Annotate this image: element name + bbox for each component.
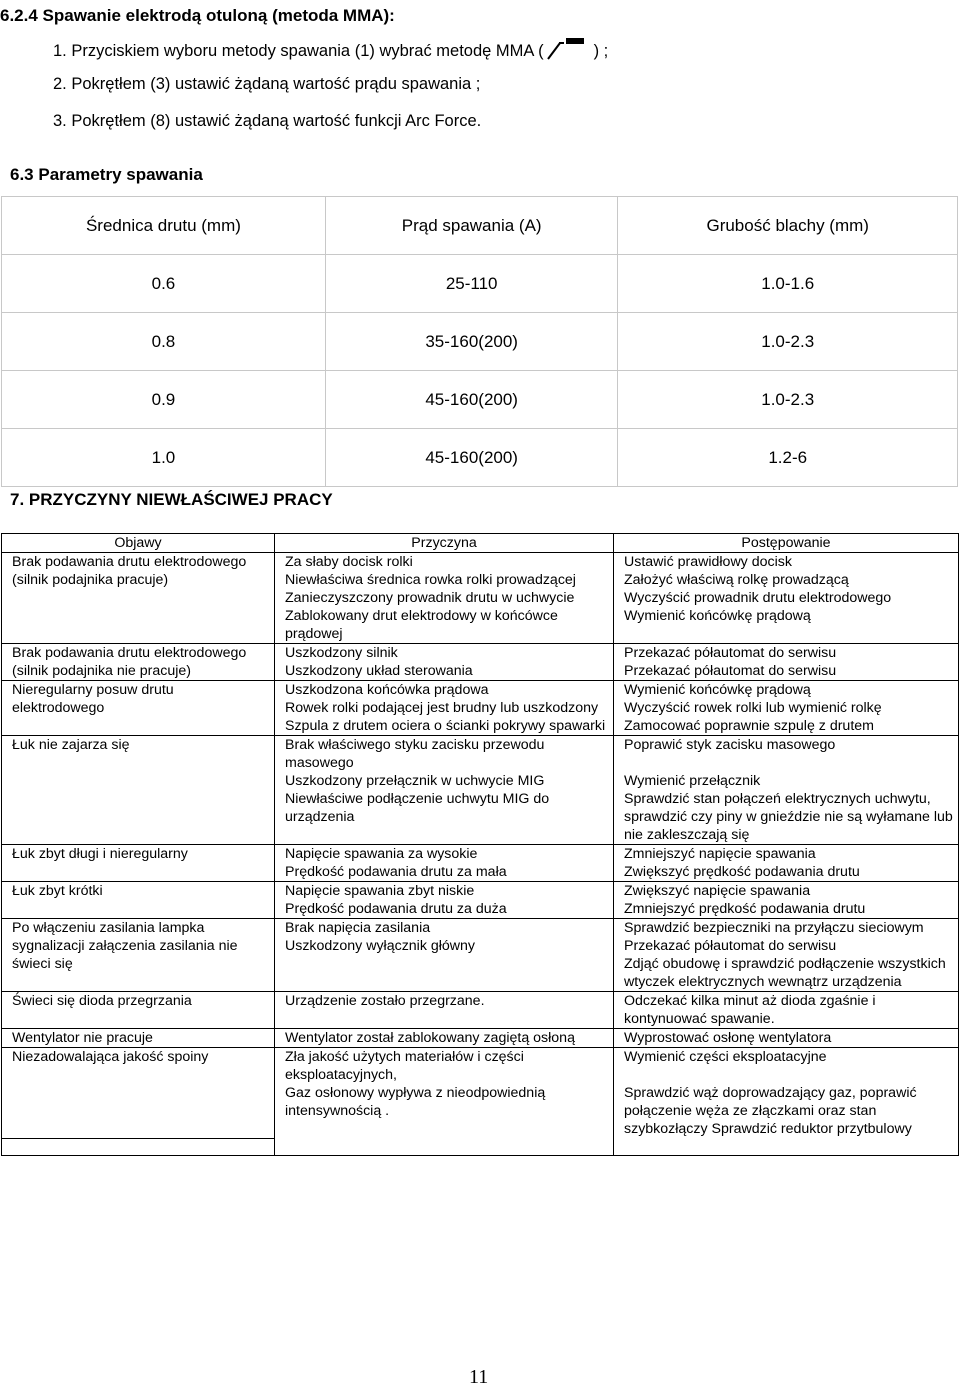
action-cell: Przekazać półautomat do serwisu: [614, 937, 959, 955]
action-cell: Przekazać półautomat do serwisu: [614, 662, 959, 681]
step-1: [53, 38, 608, 61]
params-cell: 1.0-2.3: [618, 371, 958, 429]
action-cell: Sprawdzić bezpieczniki na przyłączu sieciowym: [614, 919, 959, 938]
troubleshooting-table: [1, 533, 959, 1156]
action-cell: Wymienić przełącznik: [614, 772, 959, 790]
cause-cell: Urządzenie zostało przegrzane.: [275, 992, 614, 1029]
params-row: [2, 371, 958, 429]
cause-cell: Prędkość podawania drutu za mała: [275, 863, 614, 882]
params-title: 6.3 Parametry spawania: [10, 165, 203, 184]
action-cell: Poprawić styk zacisku masowego: [614, 736, 959, 773]
symptom-cell: Łuk zbyt długi i nieregularny: [2, 845, 275, 882]
cause-cell: Niewłaściwa średnica rowka rolki prowadzącej: [275, 571, 614, 589]
params-cell: 1.0: [2, 429, 326, 487]
action-cell: Wymienić części eksploatacyjne: [614, 1048, 959, 1085]
params-cell: 1.0-1.6: [618, 255, 958, 313]
cause-cell: Wentylator został zablokowany zagiętą osłoną: [275, 1029, 614, 1048]
action-cell: Zwiększyć prędkość podawania drutu: [614, 863, 959, 882]
symptom-cell: Brak podawania drutu elektrodowego (silnik podajnika nie pracuje): [2, 644, 275, 681]
action-cell: Przekazać półautomat do serwisu: [614, 644, 959, 663]
mma-electrode-icon: [544, 38, 594, 60]
trouble-row: [2, 882, 959, 901]
trouble-row: [2, 553, 959, 572]
params-header-cell: Grubość blachy (mm): [618, 197, 958, 255]
spacer-cell: [2, 1138, 275, 1155]
action-cell: Założyć właściwą rolkę prowadzącą: [614, 571, 959, 589]
params-row: [2, 429, 958, 487]
parameters-table: [1, 196, 958, 487]
symptom-cell: Łuk nie zajarza się: [2, 736, 275, 845]
action-cell: Sprawdzić wąż doprowadzający gaz, poprawić połączenie węża ze złączkami oraz stan szybkozłączy Sprawdzić reduktor przytbulowy: [614, 1084, 959, 1138]
step-1-close: ) ;: [593, 42, 609, 60]
step-3: 3. Pokrętłem (8) ustawić żądaną wartość funkcji Arc Force.: [53, 112, 482, 130]
trouble-row: [2, 992, 959, 1029]
action-cell: Wymienić końcówkę prądową: [614, 607, 959, 644]
header-cause: Przyczyna: [275, 534, 614, 553]
params-header-cell: Średnica drutu (mm): [2, 197, 326, 255]
trouble-row: [2, 919, 959, 938]
cause-cell: Zła jakość użytych materiałów i części eksploatacyjnych,: [275, 1048, 614, 1085]
params-cell: 0.9: [2, 371, 326, 429]
trouble-row: [2, 644, 959, 663]
symptom-cell: Wentylator nie pracuje: [2, 1029, 275, 1048]
cause-cell: Gaz osłonowy wypływa z nieodpowiednią intensywnością .: [275, 1084, 614, 1138]
cause-cell: Napięcie spawania za wysokie: [275, 845, 614, 864]
params-cell: 1.2-6: [618, 429, 958, 487]
params-cell: 35-160(200): [325, 313, 618, 371]
params-row: [2, 255, 958, 313]
cause-cell: Zablokowany drut elektrodowy w końcówce prądowej: [275, 607, 614, 644]
action-cell: Wyczyścić prowadnik drutu elektrodowego: [614, 589, 959, 607]
params-cell: 0.6: [2, 255, 326, 313]
step-1-text: 1. Przyciskiem wyboru metody spawania (1) wybrać metodę MMA (: [53, 42, 544, 60]
symptom-cell: Łuk zbyt krótki: [2, 882, 275, 919]
cause-cell: Prędkość podawania drutu za duża: [275, 900, 614, 919]
cause-cell: Uszkodzona końcówka prądowa: [275, 681, 614, 700]
action-cell: Zmniejszyć napięcie spawania: [614, 845, 959, 864]
trouble-row: [2, 1029, 959, 1048]
params-cell: 1.0-2.3: [618, 313, 958, 371]
symptom-cell: Świeci się dioda przegrzania: [2, 992, 275, 1029]
symptom-cell: Nieregularny posuw drutu elektrodowego: [2, 681, 275, 736]
symptom-cell: Niezadowalająca jakość spoiny: [2, 1048, 275, 1139]
action-cell: Wymienić końcówkę prądową: [614, 681, 959, 700]
cause-cell: Uszkodzony silnik: [275, 644, 614, 663]
trouble-title: 7. PRZYCZYNY NIEWŁAŚCIWEJ PRACY: [10, 490, 333, 509]
action-cell: Odczekać kilka minut aż dioda zgaśnie i kontynuować spawanie.: [614, 992, 959, 1029]
params-header-row: [2, 197, 958, 255]
action-cell: Zdjąć obudowę i sprawdzić podłączenie wszystkich wtyczek elektrycznych wewnątrz urządzenia: [614, 955, 959, 992]
trouble-row: [2, 681, 959, 700]
cause-cell: Uszkodzony wyłącznik główny: [275, 937, 614, 955]
cause-cell: Za słaby docisk rolki: [275, 553, 614, 572]
trouble-header-row: [2, 534, 959, 553]
cause-cell: Brak właściwego styku zacisku przewodu masowego: [275, 736, 614, 773]
spacer-cell: [275, 1138, 614, 1155]
spacer-cell: [614, 1138, 959, 1155]
params-cell: 25-110: [325, 255, 618, 313]
cause-cell: Zanieczyszczony prowadnik drutu w uchwycie: [275, 589, 614, 607]
header-action: Postępowanie: [614, 534, 959, 553]
action-cell: Zwiększyć napięcie spawania: [614, 882, 959, 901]
trouble-row: [2, 1048, 959, 1085]
action-cell: Zamocować poprawnie szpulę z drutem: [614, 717, 959, 736]
params-cell: 45-160(200): [325, 371, 618, 429]
action-cell: Wyczyścić rowek rolki lub wymienić rolkę: [614, 699, 959, 717]
cause-cell: Rowek rolki podającej jest brudny lub uszkodzony: [275, 699, 614, 717]
action-cell: Wyprostować osłonę wentylatora: [614, 1029, 959, 1048]
params-cell: 0.8: [2, 313, 326, 371]
cause-cell: Szpula z drutem ociera o ścianki pokrywy spawarki: [275, 717, 614, 736]
header-symptoms: Objawy: [2, 534, 275, 553]
cause-cell: [275, 955, 614, 992]
cause-cell: Niewłaściwe podłączenie uchwytu MIG do urządzenia: [275, 790, 614, 845]
action-cell: Zmniejszyć prędkość podawania drutu: [614, 900, 959, 919]
step-2: 2. Pokrętłem (3) ustawić żądaną wartość prądu spawania ;: [53, 75, 481, 93]
page-number: 11: [469, 1366, 489, 1388]
action-cell: Sprawdzić stan połączeń elektrycznych uchwytu, sprawdzić czy piny w gnieździe nie są wyłamane lub nie zakleszczają się: [614, 790, 959, 845]
trouble-row: [2, 736, 959, 773]
action-cell: Ustawić prawidłowy docisk: [614, 553, 959, 572]
trouble-row: [2, 845, 959, 864]
params-header-cell: Prąd spawania (A): [325, 197, 618, 255]
cause-cell: Brak napięcia zasilania: [275, 919, 614, 938]
trouble-body: [2, 553, 959, 1156]
params-row: [2, 313, 958, 371]
params-cell: 45-160(200): [325, 429, 618, 487]
table-bottom-spacer: [2, 1138, 959, 1155]
cause-cell: Napięcie spawania zbyt niskie: [275, 882, 614, 901]
symptom-cell: Po włączeniu zasilania lampka sygnalizacji załączenia zasilania nie świeci się: [2, 919, 275, 992]
section-title: 6.2.4 Spawanie elektrodą otuloną (metoda MMA):: [0, 6, 395, 25]
cause-cell: Uszkodzony przełącznik w uchwycie MIG: [275, 772, 614, 790]
symptom-cell: Brak podawania drutu elektrodowego (silnik podajnika pracuje): [2, 553, 275, 644]
cause-cell: Uszkodzony układ sterowania: [275, 662, 614, 681]
